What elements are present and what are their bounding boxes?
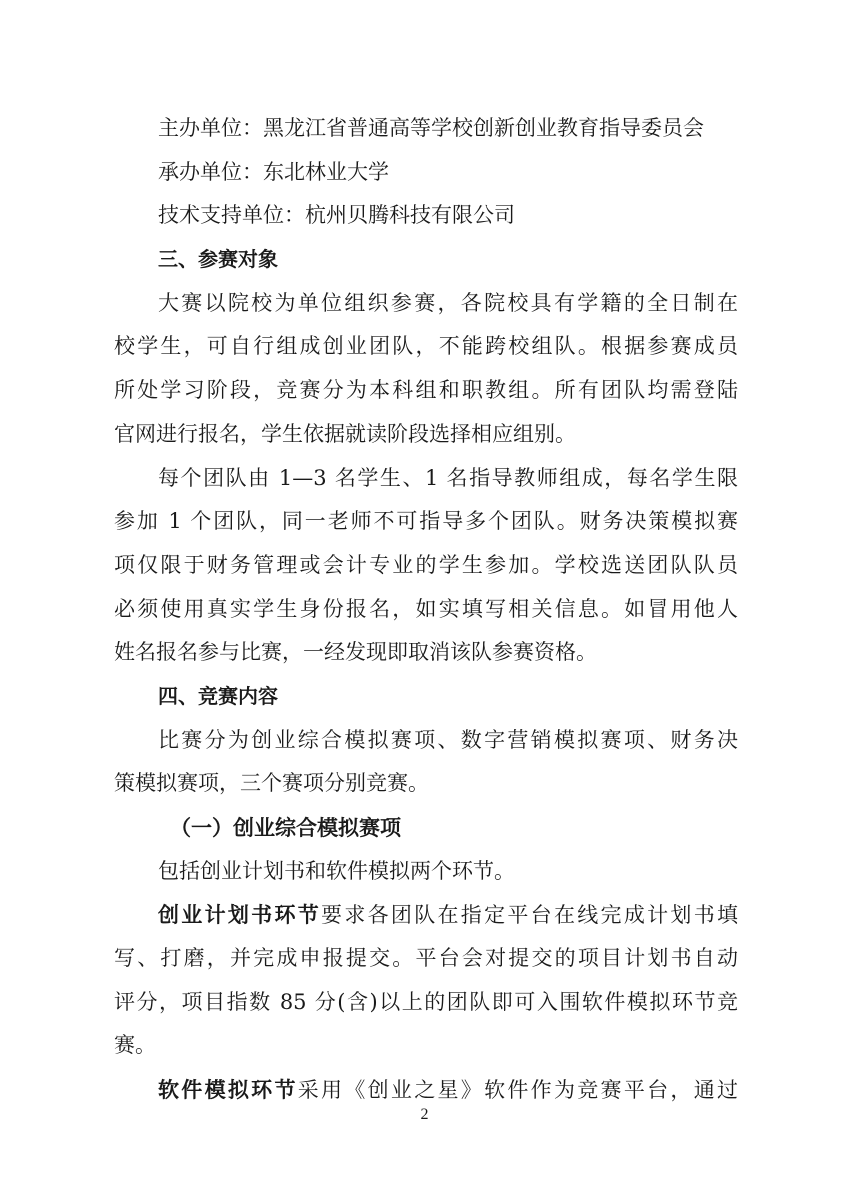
paragraph-line: 项仅限于财务管理或会计专业的学生参加。学校选送团队队员 (114, 552, 738, 577)
paragraph-line: 每个团队由 1—3 名学生、1 名指导教师组成，每名学生限 (158, 465, 738, 490)
undertaker-organizer: 承办单位：东北林业大学 (158, 159, 389, 184)
paragraph-line: 校学生，可自行组成创业团队，不能跨校组队。根据参赛成员 (114, 334, 738, 359)
paragraph-line: 比赛分为创业综合模拟赛项、数字营销模拟赛项、财务决 (158, 727, 738, 752)
document-body (114, 107, 738, 1112)
host-organizer: 主办单位：黑龙江省普通高等学校创新创业教育指导委员会 (158, 116, 704, 140)
section-heading-participants: 三、参赛对象 (158, 247, 278, 272)
paragraph-line-plan (114, 893, 738, 937)
plan-stage-text: 要求各团队在指定平台在线完成计划书填 (321, 903, 739, 928)
paragraph-line: 大赛以院校为单位组织参赛，各院校具有学籍的全日制在 (158, 290, 738, 315)
subsection-heading-startup-simulation: （一）创业综合模拟赛项 (170, 815, 401, 840)
paragraph-line: 参加 1 个团队，同一老师不可指导多个团队。财务决策模拟赛 (114, 509, 738, 534)
paragraph-line: 包括创业计划书和软件模拟两个环节。 (158, 858, 515, 883)
paragraph-line: 所处学习阶段，竞赛分为本科组和职教组。所有团队均需登陆 (114, 378, 738, 403)
paragraph-line: 策模拟赛项，三个赛项分别竞赛。 (114, 771, 429, 796)
page-number: 2 (420, 1106, 429, 1123)
paragraph-line: 姓名报名参与比赛，一经发现即取消该队参赛资格。 (114, 640, 597, 665)
sim-stage-label: 软件模拟环节 (158, 1077, 298, 1103)
paragraph-line: 写、打磨，并完成申报提交。平台会对提交的项目计划书自动 (114, 946, 738, 971)
plan-stage-label: 创业计划书环节 (158, 902, 322, 928)
paragraph-line: 赛。 (114, 1033, 156, 1058)
tech-support-organizer: 技术支持单位：杭州贝腾科技有限公司 (158, 203, 515, 228)
paragraph-line: 评分，项目指数 85 分(含)以上的团队即可入围软件模拟环节竞 (114, 989, 738, 1014)
paragraph-line: 官网进行报名，学生依据就读阶段选择相应组别。 (114, 421, 576, 446)
paragraph-line: 必须使用真实学生身份报名，如实填写相关信息。如冒用他人 (114, 596, 738, 621)
sim-stage-text: 采用《创业之星》软件作为竞赛平台，通过 (297, 1078, 738, 1103)
section-heading-content: 四、竞赛内容 (158, 683, 278, 708)
